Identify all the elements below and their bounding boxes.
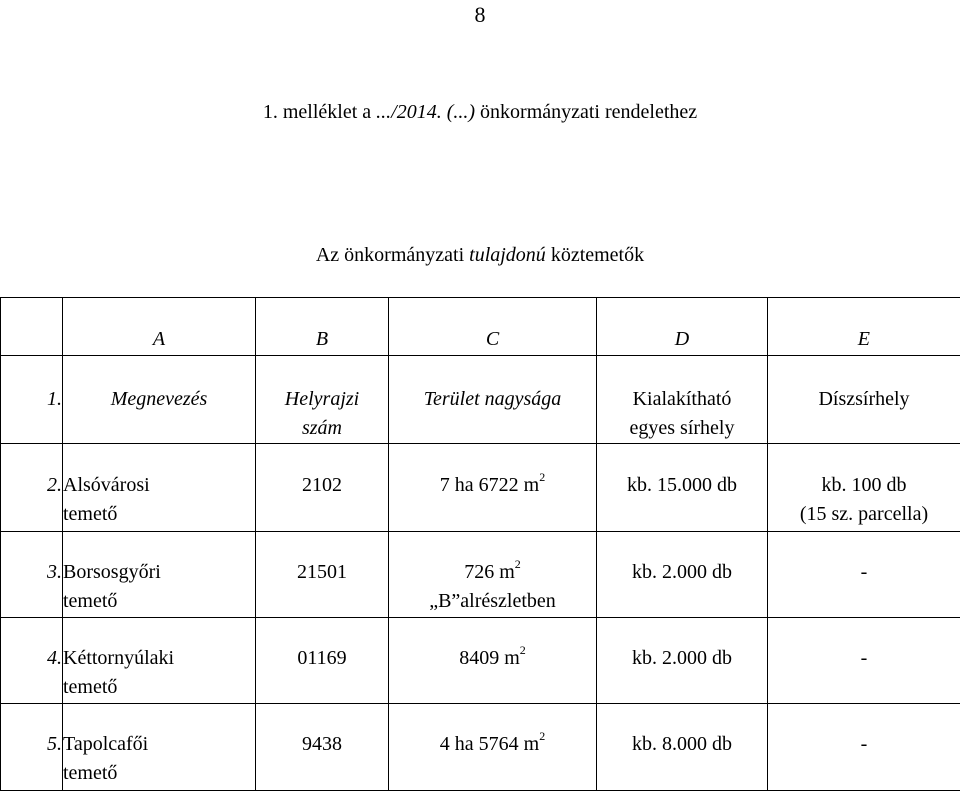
table-row [1,532,960,618]
annex-title-rest: önkormányzati rendelethez [475,101,697,123]
page-number: 8 [0,2,960,28]
area-cell [389,618,597,704]
cemetery-name [63,532,256,618]
header-parcel-line1: Helyrajzi [256,385,388,414]
table-row [1,618,960,704]
column-letter-c: C [389,298,597,356]
honorary-line1: - [768,730,960,759]
graves-count: kb. 2.000 db [597,618,768,704]
annex-title-text: 1. melléklet a [263,101,376,123]
annex-title-italic: .../2014. (...) [376,101,475,123]
header-row-number: 1. [1,356,63,444]
column-letter-a: A [63,298,256,356]
honorary-line1: - [768,558,960,587]
area-value: 8409 m [459,647,520,669]
cemetery-name-line2: temető [63,673,255,702]
honorary-count [768,704,960,791]
cemetery-name-line1: Alsóvárosi [63,471,255,500]
cemetery-name [63,618,256,704]
area-cell [389,532,597,618]
cemetery-table [0,297,960,791]
cemetery-name-line2: temető [63,500,255,529]
row-number: 3. [1,532,63,618]
column-letter-e: E [768,298,960,356]
table-title-post: köztemetők [546,244,644,266]
graves-count: kb. 2.000 db [597,532,768,618]
table-title-pre: Az önkormányzati [316,244,469,266]
area-cell [389,444,597,532]
honorary-count [768,618,960,704]
annex-title [0,101,960,124]
column-letter-row [1,298,960,356]
header-parcel-line2: szám [256,414,388,443]
honorary-line1: kb. 100 db [768,471,960,500]
cemetery-name-line1: Tapolcafői [63,730,255,759]
area-value: 4 ha 5764 m [440,733,539,755]
area-unit-sup: 2 [520,643,526,657]
table-row [1,444,960,532]
cemetery-name-line1: Borsosgyőri [63,558,255,587]
header-graves-line1: Kialakítható [597,385,767,414]
table-row [1,704,960,791]
area-unit-sup: 2 [539,729,545,743]
area-value: 7 ha 6722 m [440,474,539,496]
parcel-number: 01169 [256,618,389,704]
honorary-line1: - [768,644,960,673]
area-unit-sup: 2 [515,557,521,571]
area-note: „B”alrészletben [389,587,596,616]
cemetery-name-line2: temető [63,759,255,788]
header-parcel [256,356,389,444]
area-value: 726 m [464,561,515,583]
area-cell [389,704,597,791]
header-row [1,356,960,444]
header-graves [597,356,768,444]
honorary-line2: (15 sz. parcella) [768,500,960,529]
graves-count: kb. 15.000 db [597,444,768,532]
parcel-number: 9438 [256,704,389,791]
parcel-number: 2102 [256,444,389,532]
column-letter-b: B [256,298,389,356]
row-number: 5. [1,704,63,791]
cemetery-name [63,704,256,791]
honorary-count [768,532,960,618]
row-number: 2. [1,444,63,532]
corner-cell [1,298,63,356]
honorary-count [768,444,960,532]
cemetery-name [63,444,256,532]
cemetery-name-line2: temető [63,587,255,616]
table-title-italic: tulajdonú [469,244,546,266]
cemetery-name-line1: Kéttornyúlaki [63,644,255,673]
graves-count: kb. 8.000 db [597,704,768,791]
header-honorary: Díszsírhely [768,356,960,444]
header-graves-line2: egyes sírhely [597,414,767,443]
area-unit-sup: 2 [539,470,545,484]
parcel-number: 21501 [256,532,389,618]
column-letter-d: D [597,298,768,356]
header-area: Terület nagysága [389,356,597,444]
header-name: Megnevezés [63,356,256,444]
table-title [0,244,960,267]
row-number: 4. [1,618,63,704]
